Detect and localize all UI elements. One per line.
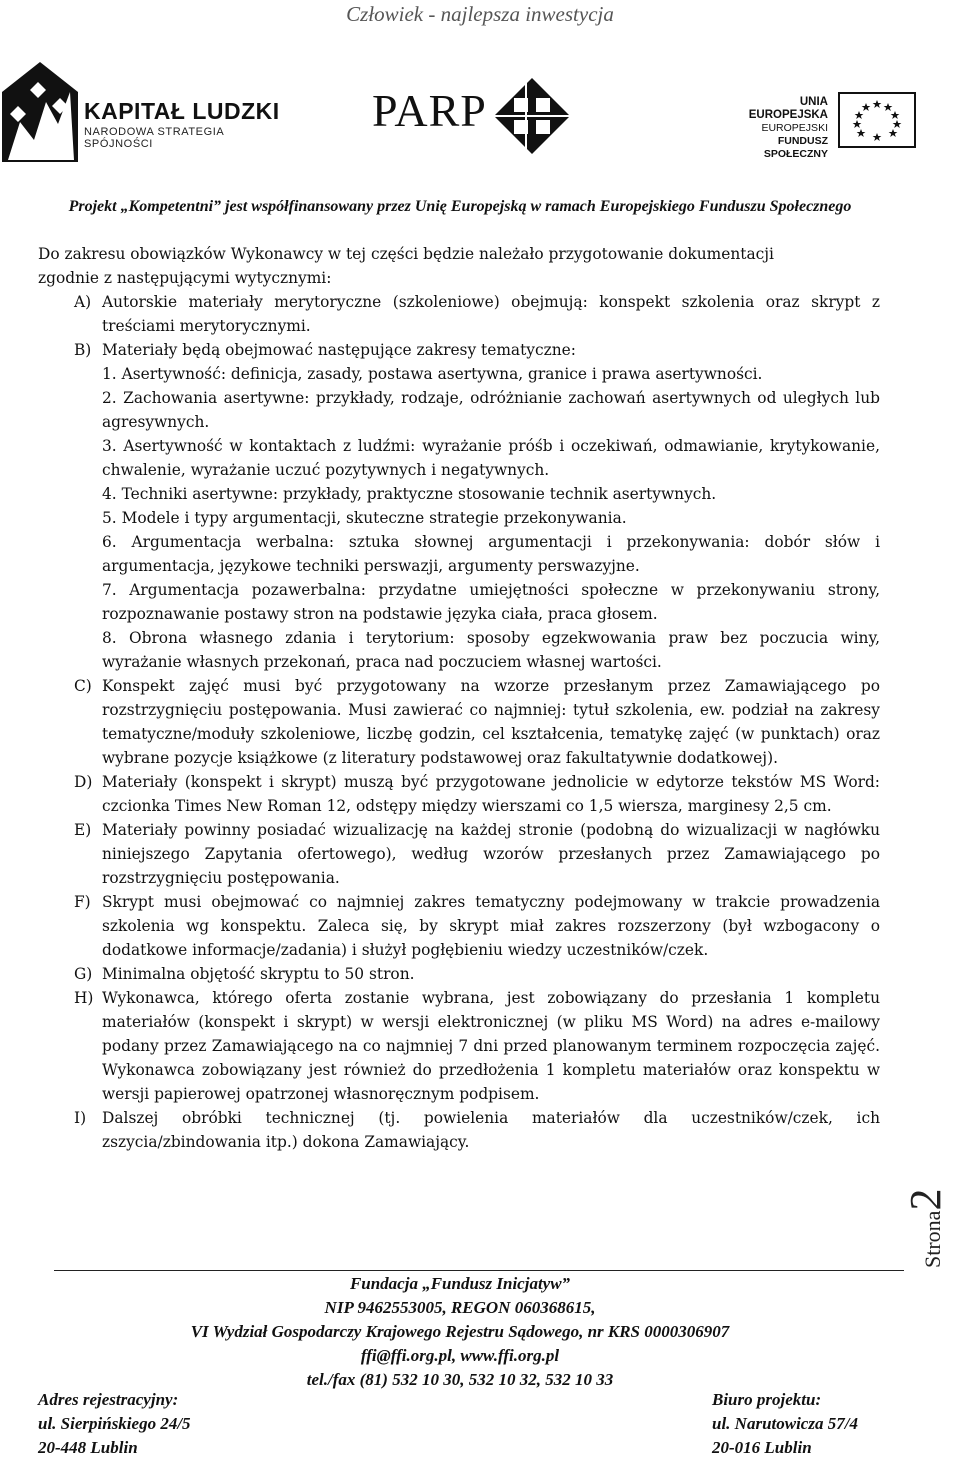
list-item-text: Konspekt zajęć musi być przygotowany na wzorze przesłanym przez Zamawiającego po rozstrzygnięciu postępowania. Musi zawierać co najmniej: tytuł szkolenia, ew. podział na zakresy tematyczne/moduły szkoleniowe, liczbę godzin, cel kształcenia, tematykę zajęć (w punktach) oraz wybrane pozycje książkowe (z literatury podstawowej oraz fakultatywnie dodatkowej). (102, 677, 880, 767)
page-number (900, 1148, 960, 1268)
list-item-b (38, 338, 880, 362)
topic-number: 4. (102, 485, 117, 503)
footer-phone: tel./fax (81) 532 10 30, 532 10 32, 532 10 33 (306, 1370, 614, 1389)
footer-office-label: Biuro projektu: (712, 1390, 822, 1409)
list-item-text: Autorskie materiały merytoryczne (szkoleniowe) obejmują: konspekt szkolenia oraz skrypt z treściami merytorycznymi. (102, 293, 880, 335)
eu-logo-line2: EUROPEJSKI (761, 122, 828, 134)
topic-number: 2. (102, 389, 117, 407)
list-item-text: Materiały (konspekt i skrypt) muszą być przygotowane jednolicie w edytorze tekstów MS Word: czcionka Times New Roman 12, odstępy między wierszami co 1,5 wiersza, marginesy 2,5 cm. (102, 773, 880, 815)
page-number-value: 2 (901, 1188, 950, 1211)
header-motto: Człowiek - najlepsza inwestycja (346, 2, 614, 26)
list-item-label: C) (74, 677, 92, 695)
topic-text: Techniki asertywne: przykłady, praktyczne stosowanie technik asertywnych. (121, 485, 717, 503)
list-item-text: Materiały powinny posiadać wizualizację na każdej stronie (podobną do wizualizacji w nagłówku niniejszego Zapytania ofertowego), według wzorów przesłanych przez Zamawiającego po rozstrzygnięciu postępowania. (102, 821, 880, 887)
list-item-label: A) (74, 293, 92, 311)
list-item-text: Dalszej obróbki technicznej (tj. powielenia materiałów dla uczestników/czek, ich zszycia/zbindowania itp.) dokona Zamawiający. (102, 1109, 880, 1151)
list-item-d (38, 770, 880, 818)
list-item-h (38, 986, 880, 1106)
list-item-label: E) (74, 821, 92, 839)
list-item-label: G) (74, 965, 93, 983)
topic-4 (38, 482, 880, 506)
parp-emblem-icon (494, 78, 570, 154)
topic-number: 6. (102, 533, 117, 551)
footer-org: Fundacja „Fundusz Inicjatyw” (349, 1274, 571, 1293)
list-item-label: I) (74, 1109, 87, 1127)
topic-8 (38, 626, 880, 674)
list-item-label: B) (74, 341, 92, 359)
footer-reg-city: 20-448 Lublin (38, 1438, 138, 1457)
intro-line-2: zgodnie z następującymi wytycznymi: (38, 269, 332, 287)
parp-logo (372, 78, 572, 152)
footer-reg-street: ul. Sierpińskiego 24/5 (38, 1414, 191, 1433)
list-item-label: F) (74, 893, 91, 911)
kapital-ludzki-subtitle: NARODOWA STRATEGIA SPÓJNOŚCI (84, 126, 224, 150)
topic-number: 3. (102, 437, 117, 455)
list-item-text: Materiały będą obejmować następujące zakresy tematyczne: (102, 341, 576, 359)
project-cofinancing-line: Projekt „Kompetentni” jest współfinansowany przez Unię Europejską w ramach Europejskiego Funduszu Społecznego (68, 198, 852, 215)
topic-text: Asertywność: definicja, zasady, postawa asertywna, granice i prawa asertywności. (121, 365, 763, 383)
topic-6 (38, 530, 880, 578)
topic-number: 5. (102, 509, 117, 527)
list-item-g (38, 962, 880, 986)
footer-office-street: ul. Narutowicza 57/4 (712, 1414, 858, 1433)
eu-logo-line3: FUNDUSZ SPOŁECZNY (763, 135, 828, 160)
topic-1 (38, 362, 880, 386)
topic-text: Argumentacja werbalna: sztuka słownej argumentacji i przekonywania: dobór słów i argumentacja, językowe techniki perswazji, argumenty perswazyjne. (102, 533, 880, 575)
topic-3 (38, 434, 880, 482)
topic-text: Modele i typy argumentacji, skuteczne strategie przekonywania. (121, 509, 627, 527)
footer-reg-label: Adres rejestracyjny: (38, 1390, 179, 1409)
footer-web: ffi@ffi.org.pl, www.ffi.org.pl (360, 1346, 560, 1365)
parp-name: PARP (372, 85, 487, 136)
list-item-c (38, 674, 880, 770)
topic-number: 8. (102, 629, 117, 647)
list-item-a (38, 290, 880, 338)
list-item-i (38, 1106, 880, 1154)
topic-text: Asertywność w kontaktach z ludźmi: wyrażanie próśb i oczekiwań, odmawianie, krytykowanie, chwalenie, wyrażanie uczuć pozytywnych i negatywnych. (102, 437, 880, 479)
footer-office-city: 20-016 Lublin (712, 1438, 812, 1457)
topic-text: Zachowania asertywne: przykłady, rodzaje, odróżnianie zachowań asertywnych od uległych lub agresywnych. (102, 389, 880, 431)
list-item-f (38, 890, 880, 962)
topic-number: 1. (102, 365, 117, 383)
topic-text: Argumentacja pozawerbalna: przydatne umiejętności społeczne w przekonywaniu strony, rozpoznawanie postawy stron na podstawie języka ciała, praca głosem. (102, 581, 880, 623)
eu-logo-line1: UNIA EUROPEJSKA (748, 96, 828, 121)
eu-logo (722, 92, 922, 160)
footer-court: VI Wydział Gospodarczy Krajowego Rejestru Sądowego, nr KRS 0000306907 (190, 1322, 730, 1341)
list-item-text: Minimalna objętość skryptu to 50 stron. (102, 965, 415, 983)
topic-number: 7. (102, 581, 117, 599)
topic-7 (38, 578, 880, 626)
eu-flag-icon (838, 92, 916, 148)
footer-ids: NIP 9462553005, REGON 060368615, (324, 1298, 596, 1317)
document-body (38, 242, 880, 1154)
intro-line-1: Do zakresu obowiązków Wykonawcy w tej części będzie należało przygotowanie dokumentacji (38, 245, 774, 263)
list-item-e (38, 818, 880, 890)
list-item-label: H) (74, 989, 94, 1007)
page-number-label: Strona (920, 1210, 945, 1268)
kapital-ludzki-logo (0, 62, 290, 162)
list-item-label: D) (74, 773, 93, 791)
kapital-ludzki-emblem-icon (0, 62, 80, 162)
topic-text: Obrona własnego zdania i terytorium: sposoby egzekwowania praw bez poczucia winy, wyrażanie własnych przekonań, praca nad poczuciem własnej wartości. (102, 629, 880, 671)
kapital-ludzki-name: KAPITAŁ LUDZKI (84, 98, 280, 124)
footer-divider (54, 1270, 904, 1271)
list-item-text: Skrypt musi obejmować co najmniej zakres tematyczny podejmowany w trakcie prowadzenia szkolenia wg konspektu. Zaleca się, by skrypt miał zakres rozszerzony (był wzbogacony o dodatkowe informacje/zadania) i służył pogłębieniu wiedzy uczestników/czek. (102, 893, 880, 959)
list-item-text: Wykonawca, którego oferta zostanie wybrana, jest zobowiązany do przesłania 1 kompletu materiałów (konspekt i skrypt) w wersji elektronicznej (w pliku MS Word) na adres e-mailowy podany przez Zamawiającego na co najmniej 7 dni przed planowanym terminem rozpoczęcia zajęć. Wykonawca zobowiązany jest również do przedłożenia 1 kompletu materiałów oraz konspektu w wersji papierowej opatrzonej własnoręcznym podpisem. (102, 989, 880, 1103)
topic-2 (38, 386, 880, 434)
topic-5 (38, 506, 880, 530)
eu-logo-text (722, 96, 828, 161)
